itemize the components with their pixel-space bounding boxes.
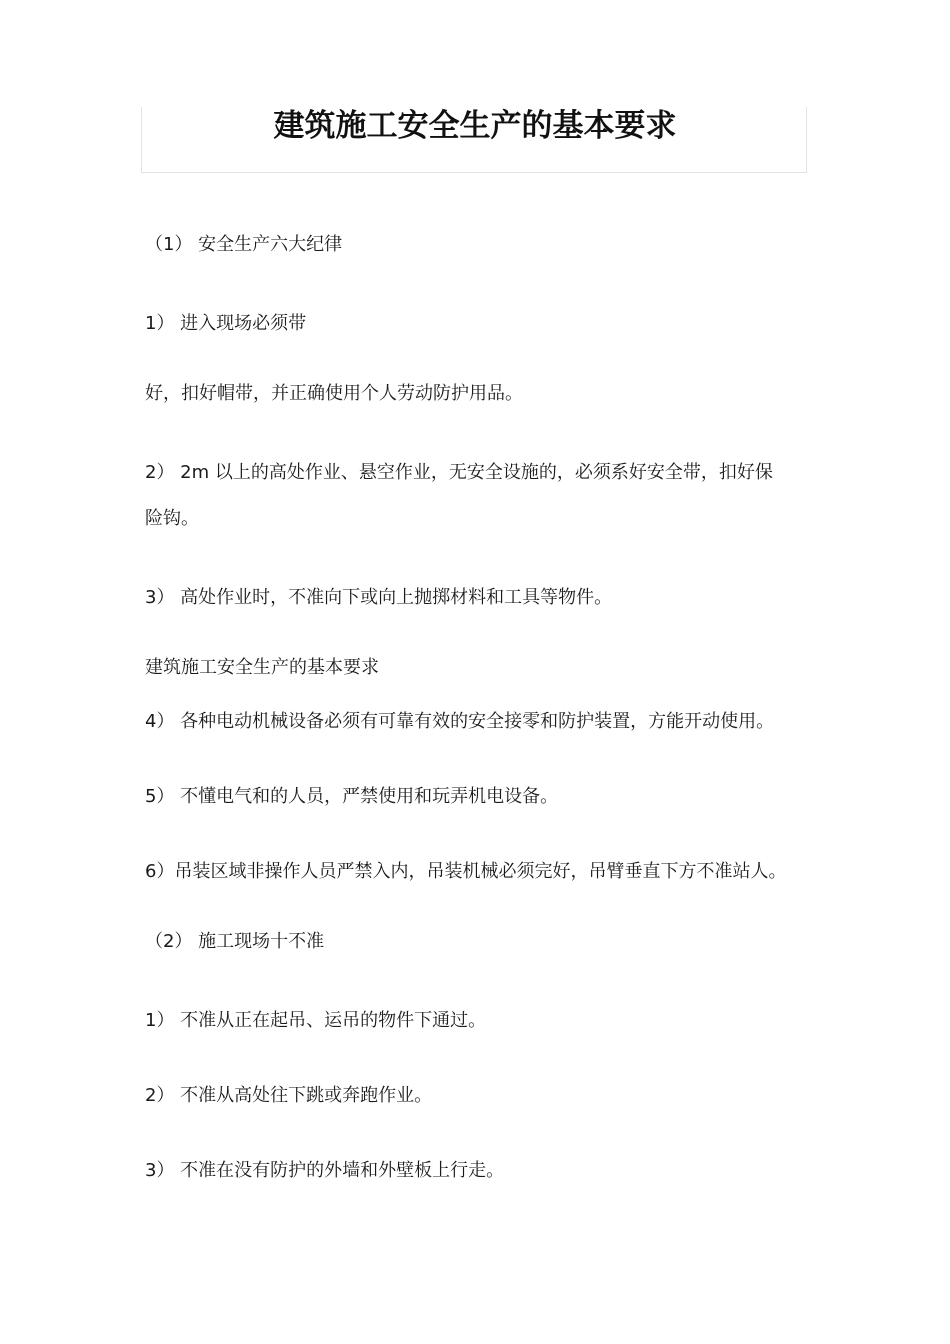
- document-title: 建筑施工安全生产的基本要求: [273, 108, 677, 144]
- section-heading: （2） 施工现场十不准: [145, 931, 325, 952]
- paragraph-line: 险钩。: [145, 508, 199, 529]
- paragraph-line: 建筑施工安全生产的基本要求: [145, 657, 379, 678]
- paragraph-line: 4） 各种电动机械设备必须有可靠有效的安全接零和防护装置，方能开动使用。: [145, 711, 775, 732]
- paragraph-line: 2） 不准从高处往下跳或奔跑作业。: [145, 1085, 433, 1106]
- paragraph-line: 3） 不准在没有防护的外墙和外壁板上行走。: [145, 1160, 505, 1181]
- paragraph-line: 6）吊装区域非操作人员严禁入内，吊装机械必须完好，吊臂垂直下方不准站人。: [145, 861, 787, 882]
- paragraph-line: 5） 不懂电气和的人员，严禁使用和玩弄机电设备。: [145, 786, 559, 807]
- section-heading: （1） 安全生产六大纪律: [145, 234, 343, 255]
- paragraph-line: 1） 不准从正在起吊、运吊的物件下通过。: [145, 1010, 487, 1031]
- paragraph-line: 好，扣好帽带，并正确使用个人劳动防护用品。: [145, 383, 523, 404]
- paragraph-line: 2） 2m 以上的高处作业、悬空作业，无安全设施的，必须系好安全带，扣好保: [145, 462, 773, 483]
- paragraph-line: 1） 进入现场必须带: [145, 313, 307, 334]
- paragraph-line: 3） 高处作业时，不准向下或向上抛掷材料和工具等物件。: [145, 587, 613, 608]
